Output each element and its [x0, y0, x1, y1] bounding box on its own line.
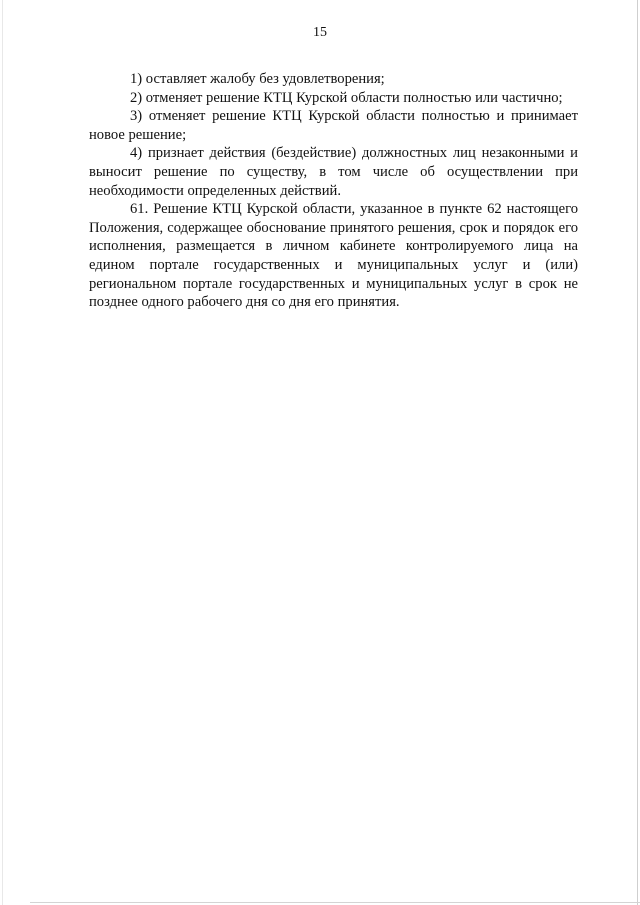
scan-edge-right: [637, 0, 638, 905]
clause-61-paragraph: 61. Решение КТЦ Курской области, указанное в пункте 62 настоящего Положения, содержащее обоснование принятого решения, срок и порядок его исполнения, размещается в личном кабинете контролируемого лица на едином портале государственных и муниципальных услуг и (или) региональном портале государственных и муниципальных услуг в срок не позднее одного рабочего дня со дня его принятия.: [89, 201, 578, 311]
list-item-cancel-decision-partial: 2) отменяет решение КТЦ Курской области полностью или частично;: [130, 89, 563, 106]
page-number: 15: [313, 25, 327, 40]
list-item-reject-complaint: 1) оставляет жалобу без удовлетворения;: [130, 71, 385, 87]
scan-edge-bottom: [30, 902, 640, 903]
list-item-unlawful-actions: 4) признает действия (бездействие) должностных лиц незаконными и выносит решение по существу, в том числе об осуществлении при необходимости определенных действий.: [89, 145, 578, 199]
scan-edge-left: [2, 0, 3, 905]
document-body: [89, 70, 578, 312]
list-item-cancel-decision-new: 3) отменяет решение КТЦ Курской области полностью и принимает новое решение;: [89, 108, 578, 143]
